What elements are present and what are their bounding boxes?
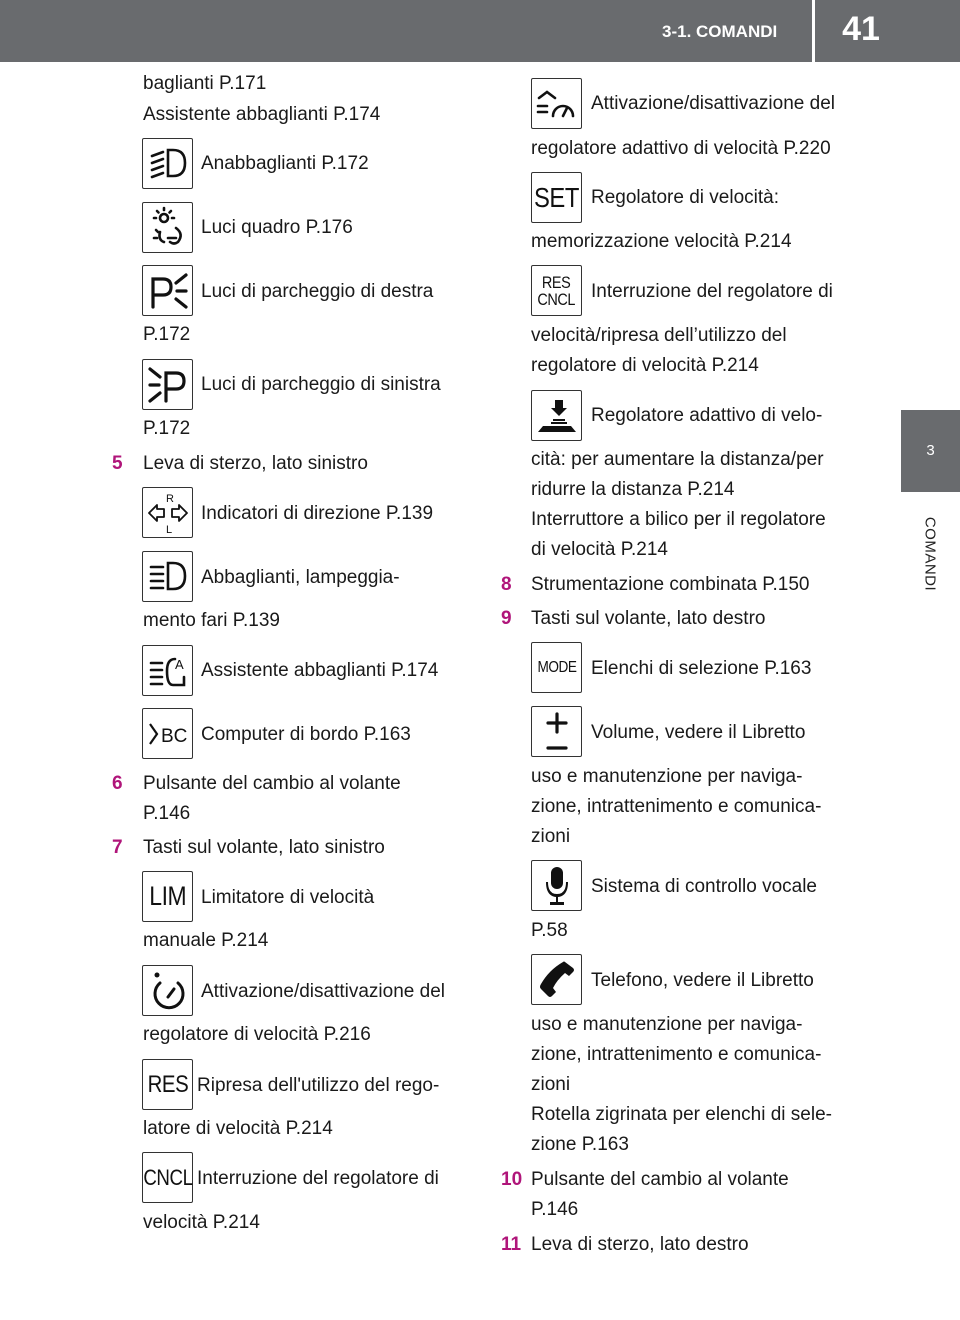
indicators-label: Indicatori di direzione P.139 [201, 503, 434, 524]
high-beam-icon [142, 551, 193, 602]
panel-lights-label: Luci quadro P.176 [201, 217, 353, 238]
text-line: velocità/ripresa dell’utilizzo del [531, 325, 787, 346]
item-number: 7 [112, 837, 123, 858]
res-label: RES [147, 1070, 188, 1098]
parking-left-icon [142, 359, 193, 410]
text-line: P.58 [531, 920, 568, 941]
cancel-icon [142, 1152, 193, 1203]
text-line: P.146 [531, 1199, 579, 1220]
text-line: regolatore di velocità P.214 [531, 355, 759, 376]
cruise-control-label: Attivazione/disattivazione del [201, 981, 445, 1002]
item-number: 5 [112, 453, 123, 474]
text-line: ridurre la distanza P.214 [531, 479, 735, 500]
distance-label: Regolatore adattivo di velo- [591, 405, 823, 426]
item-number: 9 [501, 608, 512, 629]
page-number: 41 [842, 10, 880, 48]
cancel-label: Interruzione del regolatore di [197, 1168, 439, 1189]
text-line: mento fari P.139 [143, 610, 280, 631]
item-text: Pulsante del cambio al volante [531, 1169, 789, 1190]
text-line: baglianti P.171 [143, 73, 267, 94]
volume-icon [531, 706, 582, 757]
text-line: Rotella zigrinata per elenchi di sele- [531, 1104, 832, 1125]
l-letter: L [165, 523, 172, 535]
text-line: Interruttore a bilico per il regolatore [531, 509, 826, 530]
parking-left-label: Luci di parcheggio di sinistra [201, 374, 441, 395]
mode-icon [531, 642, 582, 693]
item-number: 8 [501, 574, 512, 595]
a-letter: A [174, 656, 184, 672]
cncl-label: CNCL [142, 1164, 193, 1190]
item-number: 11 [501, 1234, 522, 1255]
board-computer-label: Computer di bordo P.163 [201, 724, 411, 745]
parking-right-label: Luci di parcheggio di destra [201, 281, 434, 302]
item-text: Tasti sul volante, lato destro [531, 608, 766, 629]
distance-icon [531, 390, 582, 441]
res-cncl-icon [531, 265, 582, 316]
mode-label-text: Elenchi di selezione P.163 [591, 658, 812, 679]
text-line: zioni [531, 826, 571, 847]
adaptive-cruise-icon [531, 78, 582, 129]
text-line: uso e manutenzione per naviga- [531, 1014, 803, 1035]
header-divider [812, 0, 815, 62]
item-text: Tasti sul volante, lato sinistro [143, 837, 385, 858]
chapter-label [900, 508, 960, 600]
phone-label: Telefono, vedere il Libretto [591, 970, 814, 991]
item-text: Leva di sterzo, lato destro [531, 1234, 749, 1255]
cruise-control-icon [142, 965, 193, 1016]
text-line: di velocità P.214 [531, 539, 668, 560]
speed-limiter-icon [142, 871, 193, 922]
adaptive-cruise-label: Attivazione/disattivazione del [591, 93, 835, 114]
item-text: Pulsante del cambio al volante [143, 773, 401, 794]
set-speed-icon [531, 172, 582, 223]
header-bar [0, 0, 960, 62]
text-line: regolatore adattivo di velocità P.220 [531, 138, 831, 159]
item-number: 10 [501, 1169, 523, 1190]
item-number: 6 [112, 773, 123, 794]
chapter-label-text: COMANDI [921, 516, 939, 592]
text-line: zione P.163 [531, 1134, 629, 1155]
text-line: P.146 [143, 803, 191, 824]
text-line: P.172 [143, 324, 191, 345]
text-line: memorizzazione velocità P.214 [531, 231, 792, 252]
res-cncl-label: Interruzione del regolatore di [591, 281, 833, 302]
bc-label: BC [160, 725, 187, 747]
text-line: latore di velocità P.214 [143, 1118, 333, 1139]
text-line: Assistente abbaglianti P.174 [143, 104, 381, 125]
volume-label: Volume, vedere il Libretto [591, 722, 806, 743]
high-beam-assistant-icon [142, 645, 193, 696]
resume-icon [142, 1059, 193, 1110]
text-line: regolatore di velocità P.216 [143, 1024, 371, 1045]
voice-control-label: Sistema di controllo vocale [591, 876, 817, 897]
low-beam-label: Anabbaglianti P.172 [201, 153, 369, 174]
res2-label: RES [542, 272, 571, 292]
board-computer-icon [142, 708, 193, 759]
low-beam-icon [142, 138, 193, 189]
item-text: Leva di sterzo, lato sinistro [143, 453, 368, 474]
text-line: cità: per aumentare la distanza/per [531, 449, 824, 470]
voice-control-icon [531, 860, 582, 911]
high-beam-label: Abbaglianti, lampeggia- [201, 567, 400, 588]
text-line: manuale P.214 [143, 930, 269, 951]
lim-label: LIM [148, 881, 186, 911]
r-letter: R [165, 492, 174, 505]
section-title: 3-1. COMANDI [662, 22, 778, 41]
text-line: velocità P.214 [143, 1212, 260, 1233]
resume-label: Ripresa dell'utilizzo del rego- [197, 1075, 440, 1096]
text-line: zione, intrattenimento e comunica- [531, 796, 822, 817]
phone-icon [531, 954, 582, 1005]
text-line: uso e manutenzione per naviga- [531, 766, 803, 787]
chapter-tab[interactable]: 3 [901, 410, 960, 492]
mode-label: MODE [536, 658, 577, 676]
speed-limiter-label: Limitatore di velocità [201, 887, 375, 908]
cncl2-label: CNCL [537, 289, 576, 309]
set-speed-label: Regolatore di velocità: [591, 187, 779, 208]
text-line: zioni [531, 1074, 571, 1095]
text-line: zione, intrattenimento e comunica- [531, 1044, 822, 1065]
set-label: SET [533, 181, 580, 213]
item-text: Strumentazione combinata P.150 [531, 574, 810, 595]
text-line: P.172 [143, 418, 191, 439]
parking-right-icon [142, 265, 193, 316]
panel-lights-icon [142, 202, 193, 253]
turn-indicators-icon [142, 487, 193, 538]
high-beam-assistant-label: Assistente abbaglianti P.174 [201, 660, 439, 681]
